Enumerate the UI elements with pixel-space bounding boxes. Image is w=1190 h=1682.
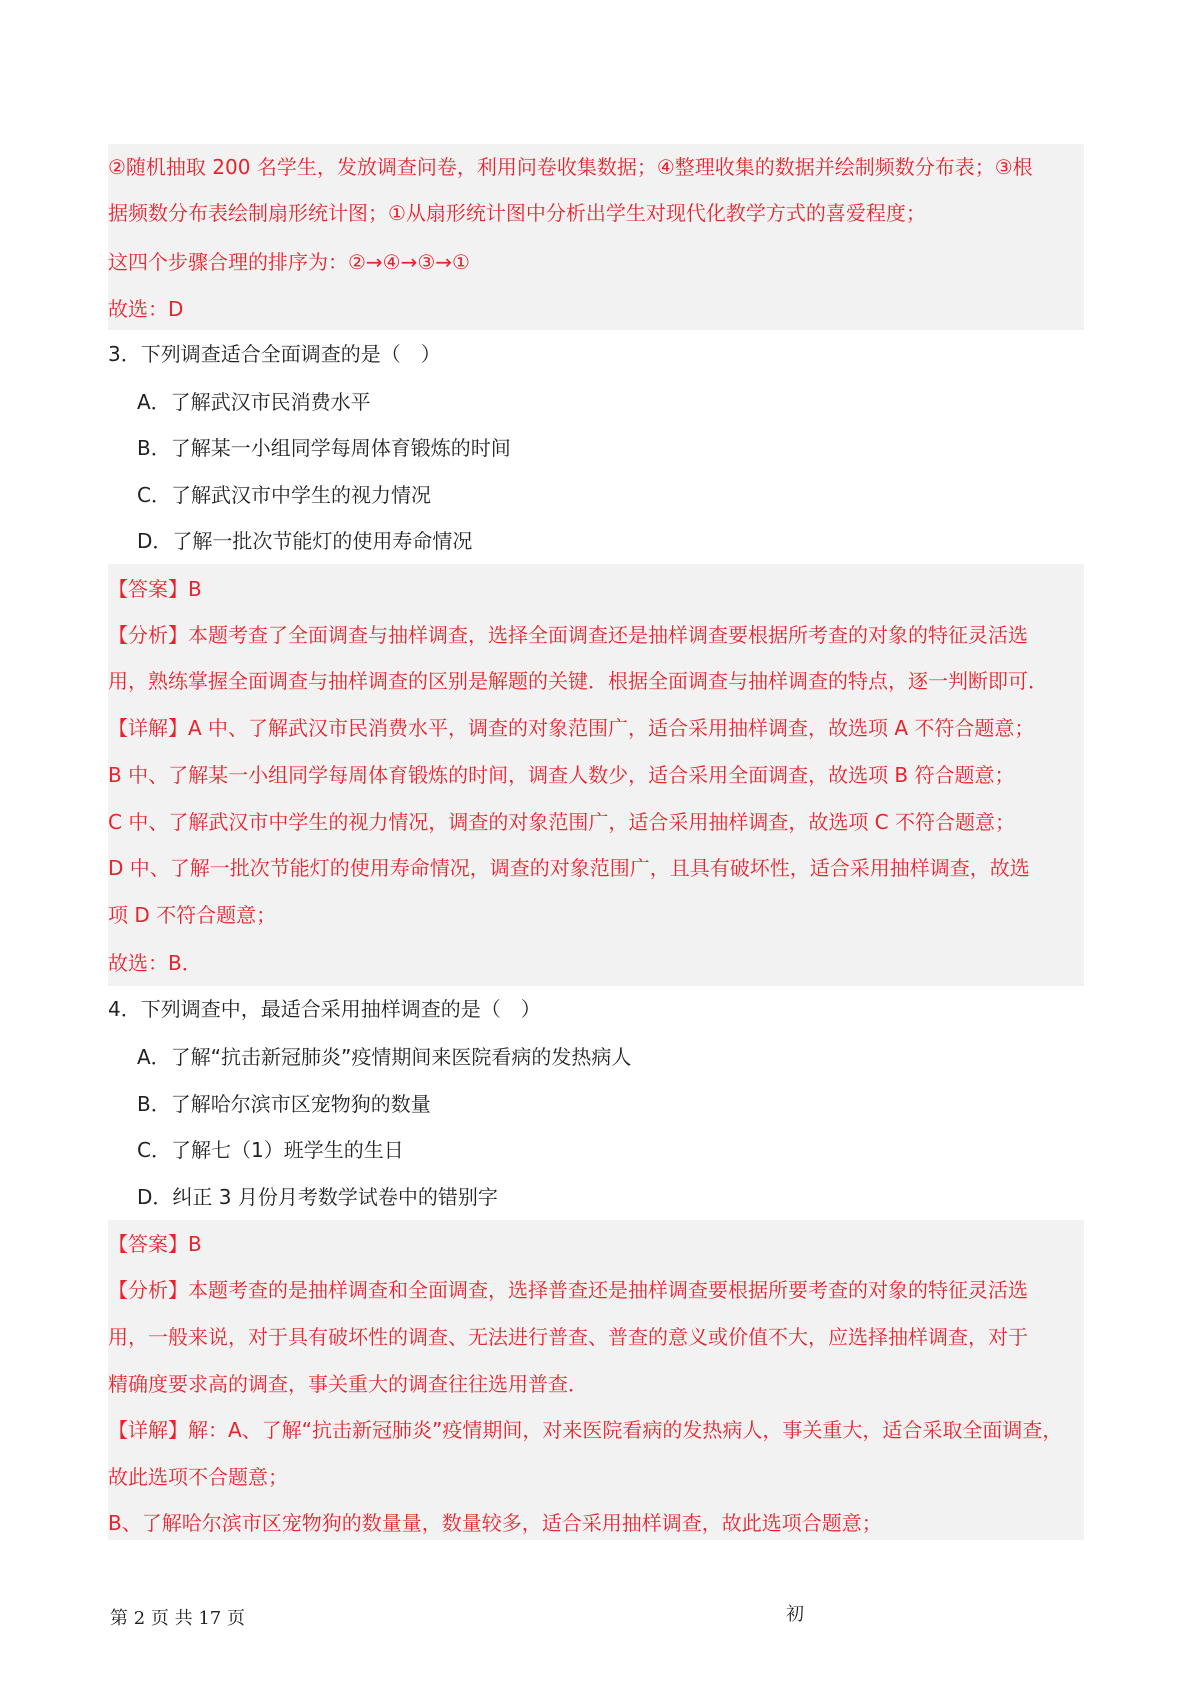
answer-label: 【答案】B — [108, 1232, 202, 1256]
detail-line: D 中、了解一批次节能灯的使用寿命情况，调查的对象范围广，且具有破坏性，适合采用抽样调查，故选 — [108, 856, 1030, 880]
question-3-option-c: C．了解武汉市中学生的视力情况 — [137, 483, 431, 507]
question-4-option-b: B．了解哈尔滨市区宠物狗的数量 — [137, 1092, 431, 1116]
question-3-option-b: B．了解某一小组同学每周体育锻炼的时间 — [137, 436, 511, 460]
solution-conclusion: 故选：D — [108, 297, 184, 321]
analysis-line: 【分析】本题考查的是抽样调查和全面调查，选择普查还是抽样调查要根据所要考查的对象的特征灵活选 — [108, 1278, 1028, 1302]
question-4-option-d: D．纠正 3 月份月考数学试卷中的错别字 — [137, 1185, 498, 1209]
question-4-stem: 4．下列调查中，最适合采用抽样调查的是（ ） — [108, 997, 541, 1021]
page-number: 第 2 页 共 17 页 — [110, 1608, 245, 1629]
detail-line: 项 D 不符合题意； — [108, 903, 277, 927]
answer-label: 【答案】B — [108, 577, 202, 601]
solution-line: 据频数分布表绘制扇形统计图；①从扇形统计图中分析出学生对现代化教学方式的喜爱程度； — [108, 201, 926, 225]
solution-line: 这四个步骤合理的排序为：②→④→③→① — [108, 250, 470, 274]
question-4-option-a: A．了解“抗击新冠肺炎”疫情期间来医院看病的发热病人 — [137, 1045, 632, 1069]
solution-conclusion: 故选：B． — [108, 951, 202, 975]
detail-line: 【详解】A 中、了解武汉市民消费水平，调查的对象范围广，适合采用抽样调查，故选项 A 不符合题意； — [108, 716, 1035, 740]
analysis-line: 用，熟练掌握全面调查与抽样调查的区别是解题的关键．根据全面调查与抽样调查的特点，逐一判断即可． — [108, 669, 1048, 693]
question-3-option-a: A．了解武汉市民消费水平 — [137, 390, 371, 414]
solution-line: ②随机抽取 200 名学生，发放调查问卷，利用问卷收集数据；④整理收集的数据并绘制频数分布表；③根 — [108, 155, 1033, 179]
question-4-option-c: C．了解七（1）班学生的生日 — [137, 1138, 404, 1162]
detail-line: 【详解】解：A、了解“抗击新冠肺炎”疫情期间，对来医院看病的发热病人，事关重大，适合采取全面调查， — [108, 1418, 1063, 1442]
detail-line: 故此选项不合题意； — [108, 1465, 288, 1489]
analysis-line: 精确度要求高的调查，事关重大的调查往往选用普查． — [108, 1372, 588, 1396]
detail-line: B、了解哈尔滨市区宠物狗的数量量，数量较多，适合采用抽样调查，故此选项合题意； — [108, 1511, 882, 1535]
question-3-option-d: D．了解一批次节能灯的使用寿命情况 — [137, 529, 473, 553]
question-3-stem: 3．下列调查适合全面调查的是（ ） — [108, 342, 441, 366]
detail-line: B 中、了解某一小组同学每周体育锻炼的时间，调查人数少，适合采用全面调查，故选项 B 符合题意； — [108, 763, 1015, 787]
footer-mark: 初 — [786, 1604, 804, 1625]
detail-line: C 中、了解武汉市中学生的视力情况，调查的对象范围广，适合采用抽样调查，故选项 C 不符合题意； — [108, 810, 1016, 834]
analysis-line: 用，一般来说，对于具有破坏性的调查、无法进行普查、普查的意义或价值不大，应选择抽样调查，对于 — [108, 1325, 1028, 1349]
analysis-line: 【分析】本题考查了全面调查与抽样调查，选择全面调查还是抽样调查要根据所考查的对象的特征灵活选 — [108, 623, 1028, 647]
